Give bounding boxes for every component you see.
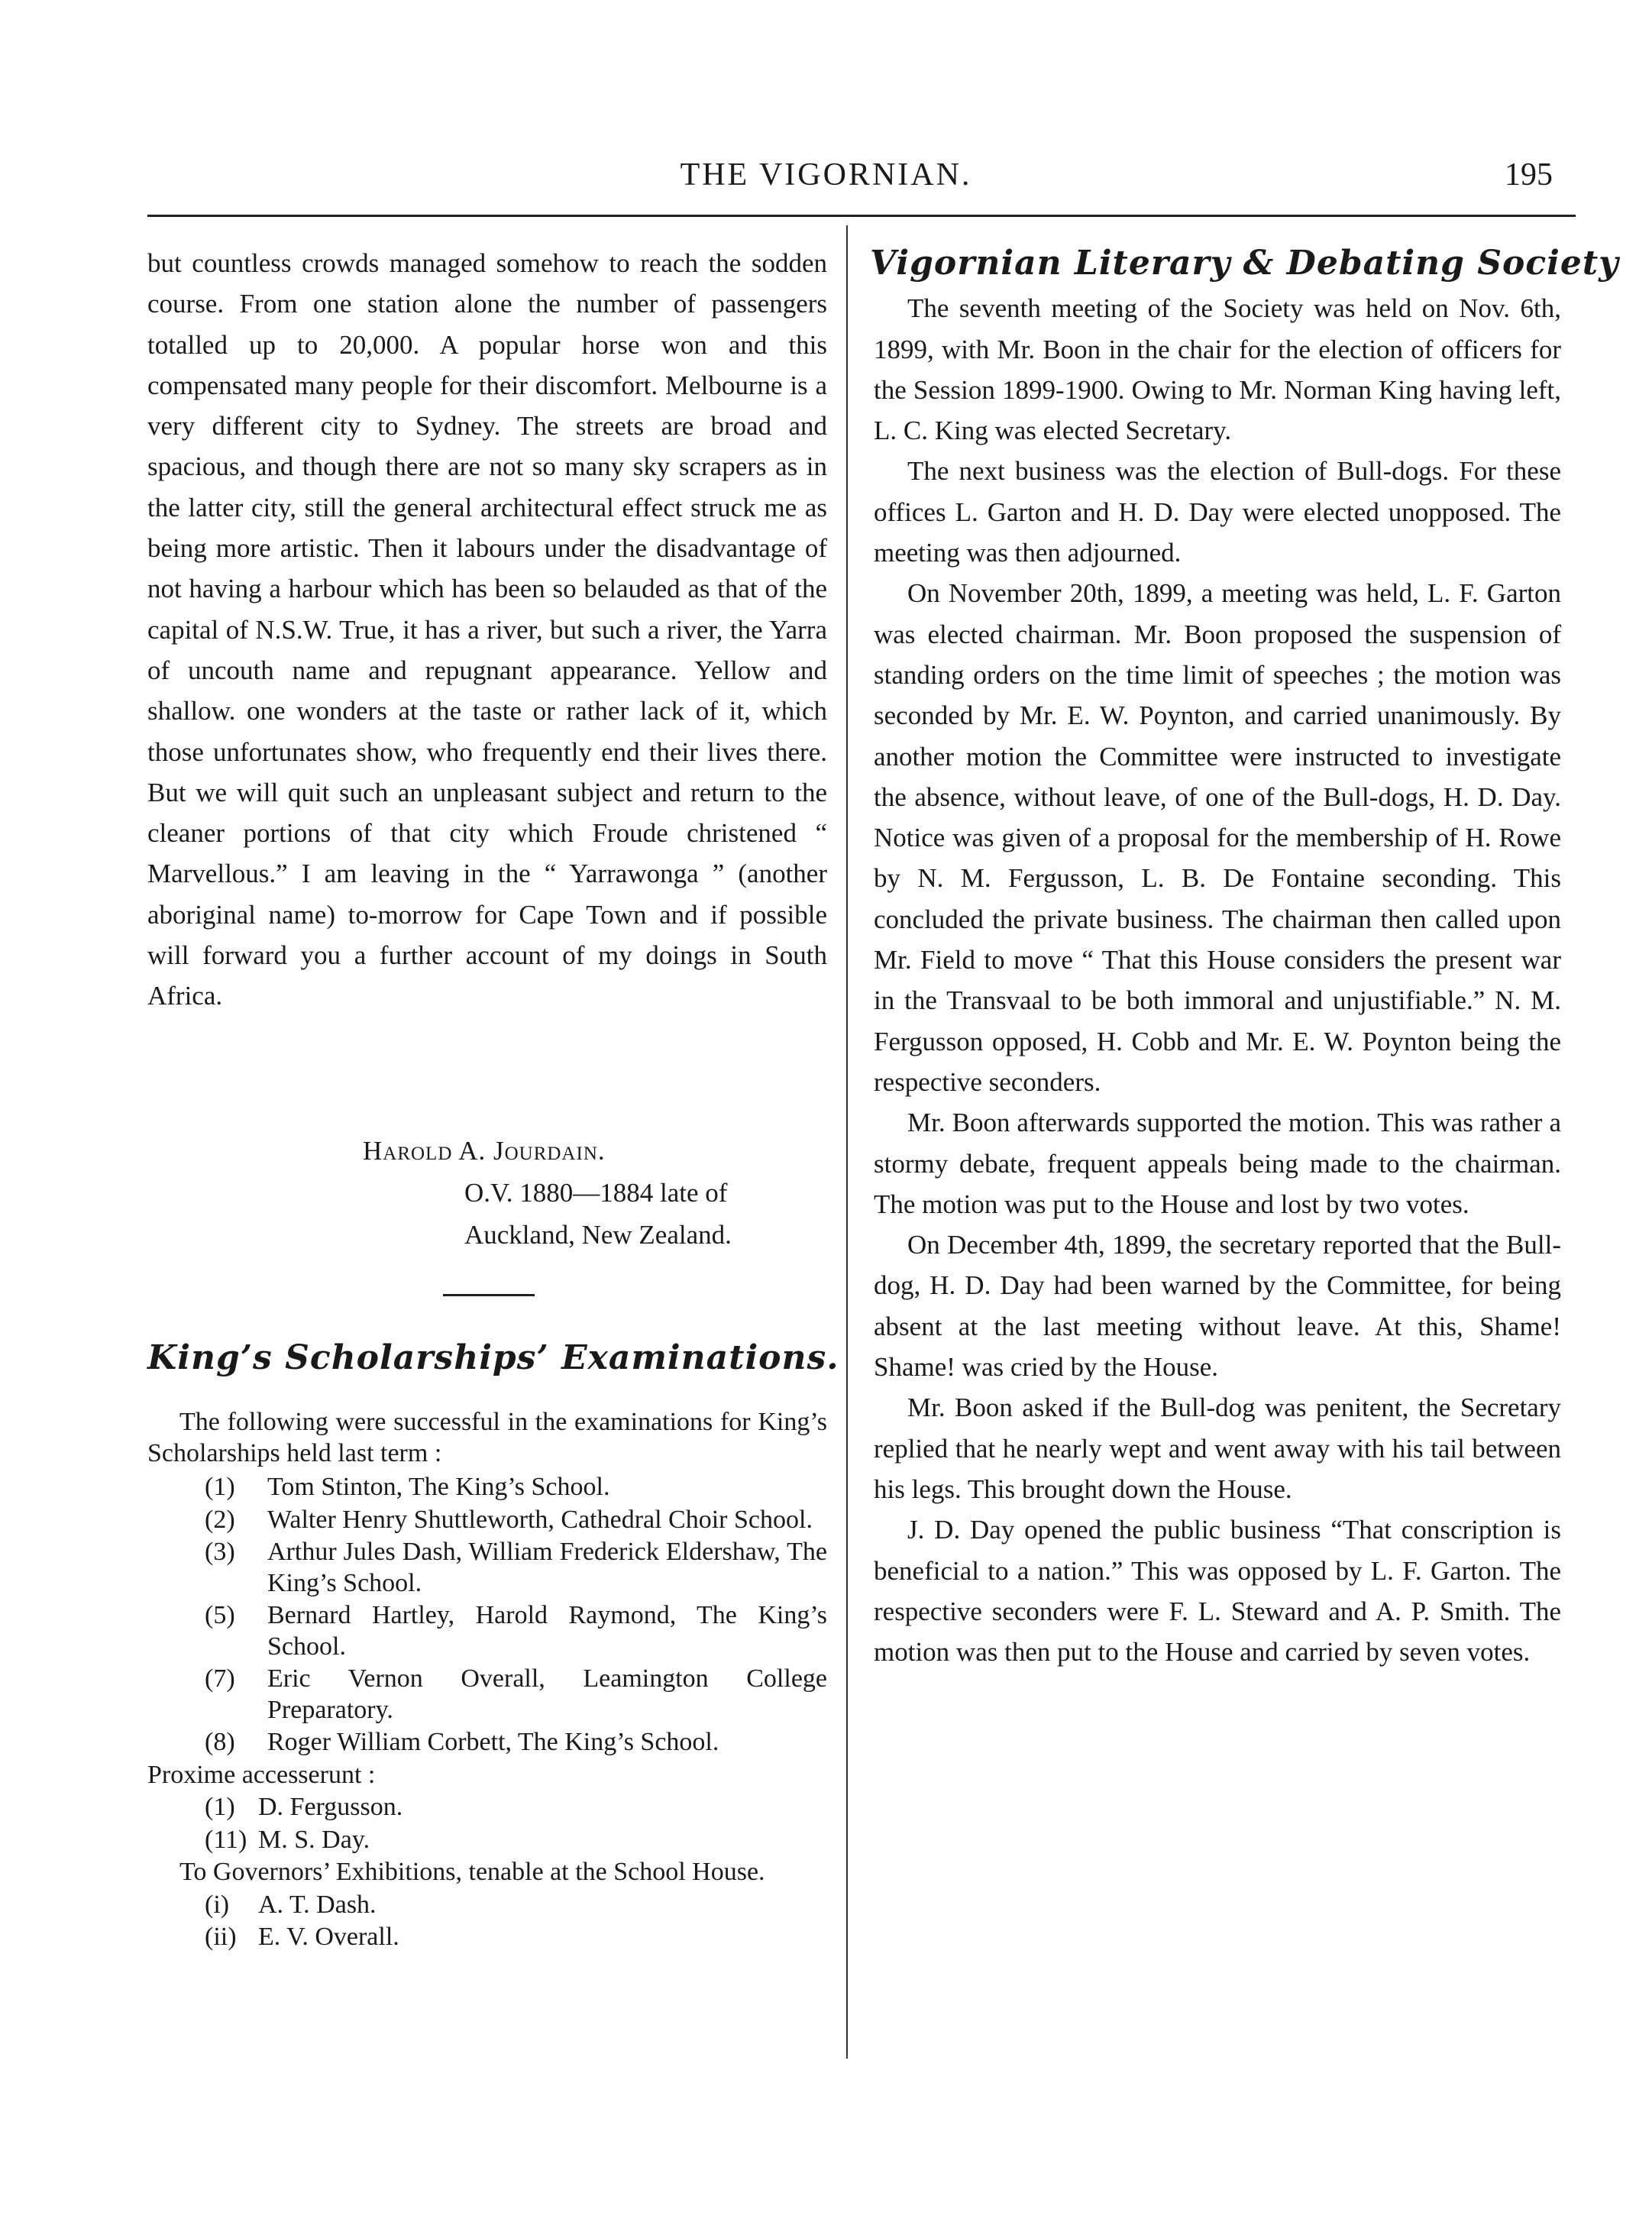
exam-intro: The following were successful in the examinations for King’s Scholarships held last term :	[147, 1408, 827, 1467]
list-number: (ii)	[205, 1923, 237, 1951]
list-text: Tom Stinton, The King’s School.	[267, 1473, 610, 1501]
column-divider	[846, 225, 848, 2059]
list-item	[205, 1727, 827, 1758]
list-text: E. V. Overall.	[258, 1923, 399, 1951]
list-number: (3)	[205, 1538, 235, 1566]
list-item	[205, 1890, 827, 1921]
society-paragraph: On November 20th, 1899, a meeting was held, L. F. Garton was elected chairman. Mr. Boon proposed the suspension of standing orders on the time limit of speeches ; the motion was seconded by Mr. E. W. Poynton, and carried unanimously. By another motion the Committee were instructed to investigate the absence, without leave, of one of the Bull-dogs, H. D. Day. Notice was given of a proposal for the membership of H. Rowe by N. M. Fergusson, L. B. De Fontaine seconding. This concluded the private business. The chairman then called upon Mr. Field to move “ That this House considers the present war in the Transvaal to be both immoral and unjustifiable.” N. M. Fergusson opposed, H. Cobb and Mr. E. W. Poynton being the respective seconders.	[874, 578, 1561, 1097]
page-number: 195	[1505, 157, 1553, 192]
society-paragraph: The seventh meeting of the Society was held on Nov. 6th, 1899, with Mr. Boon in the chair for the election of officers for the Session 1899-1900. Owing to Mr. Norman King having left, L. C. King was elected Secretary.	[874, 293, 1561, 446]
list-text: Arthur Jules Dash, William Frederick Eldershaw, The King’s School.	[267, 1538, 827, 1597]
society-heading: Vigornian Literary & Debating Society	[870, 244, 1619, 283]
list-item	[205, 1537, 827, 1599]
list-item	[205, 1600, 827, 1662]
list-number: (7)	[205, 1664, 235, 1693]
list-text: D. Fergusson.	[258, 1793, 403, 1821]
list-item	[205, 1472, 827, 1503]
list-text: Roger William Corbett, The King’s School.	[267, 1728, 719, 1756]
proxime-label: Proxime accesserunt :	[147, 1760, 376, 1789]
left-column	[147, 243, 827, 1017]
list-item	[205, 1922, 827, 1953]
list-text: Eric Vernon Overall, Leamington College Preparatory.	[267, 1664, 827, 1724]
header-rule	[147, 215, 1576, 217]
list-item	[205, 1825, 827, 1856]
signature-name: Harold A. Jourdain.	[363, 1136, 606, 1166]
list-text: Bernard Hartley, Harold Raymond, The King’s School.	[267, 1601, 827, 1661]
society-paragraph: Mr. Boon afterwards supported the motion. This was rather a stormy debate, frequent appeals being made to the chairman. The motion was put to the House and lost by two votes.	[874, 1108, 1561, 1219]
list-text: M. S. Day.	[258, 1825, 370, 1854]
page-header-title: THE VIGORNIAN.	[680, 157, 972, 192]
society-paragraph: Mr. Boon asked if the Bull-dog was penitent, the Secretary replied that he nearly wept and went away with his tail between his legs. This brought down the House.	[874, 1393, 1561, 1504]
list-item	[205, 1792, 827, 1823]
signature-line-2: O.V. 1880—1884 late of	[464, 1178, 728, 1208]
society-paragraph: On December 4th, 1899, the secretary reported that the Bull-dog, H. D. Day had been warned by the Committee, for being absent at the last meeting without leave. At this, Shame! Shame! was cried by the House.	[874, 1230, 1561, 1383]
signature-line-3: Auckland, New Zealand.	[464, 1220, 732, 1250]
governors-text: To Governors’ Exhibitions, tenable at the School House.	[179, 1858, 765, 1886]
list-text: Walter Henry Shuttleworth, Cathedral Choir School.	[267, 1505, 813, 1534]
list-number: (i)	[205, 1890, 230, 1919]
letter-paragraph: but countless crowds managed somehow to reach the sodden course. From one station alone the number of passengers totalled up to 20,000. A popular horse won and this compensated many people for their discomfort. Melbourne is a very different city to Sydney. The streets are broad and spacious, and though there are not so many sky scrapers as in the latter city, still the general architectural effect struck me as being more artistic. Then it labours under the disadvantage of not having a harbour which has been so belauded as that of the capital of N.S.W. True, it has a river, but such a river, the Yarra of uncouth name and repugnant appearance. Yellow and shallow. one wonders at the taste or rather lack of it, which those unfortunates show, who frequently end their lives there. But we will quit such an unpleasant subject and return to the cleaner portions of that city which Froude christened “ Marvellous.” I am leaving in the “ Yarrawonga ” (another aboriginal name) to-morrow for Cape Town and if possible will forward you a further account of my doings in South Africa.	[147, 248, 827, 1011]
list-item	[205, 1505, 827, 1536]
society-paragraph: J. D. Day opened the public business “That conscription is beneficial to a nation.” This was opposed by L. F. Garton. The respective seconders were F. L. Steward and A. P. Smith. The motion was then put to the House and carried by seven votes.	[874, 1515, 1561, 1668]
kings-scholarships-section	[147, 1407, 827, 1955]
list-number: (5)	[205, 1601, 235, 1629]
section-divider	[443, 1294, 535, 1296]
society-paragraph: The next business was the election of Bull-dogs. For these offices L. Garton and H. D. Day were elected unopposed. The meeting was then adjourned.	[874, 456, 1561, 568]
list-text: A. T. Dash.	[258, 1890, 377, 1919]
list-number: (1)	[205, 1473, 235, 1501]
list-number: (8)	[205, 1728, 235, 1756]
list-number: (1)	[205, 1793, 235, 1821]
right-column	[870, 243, 1619, 1672]
list-item	[205, 1664, 827, 1726]
list-number: (2)	[205, 1505, 235, 1534]
list-number: (11)	[205, 1825, 247, 1854]
kings-scholarships-heading: King’s Scholarships’ Examinations.	[147, 1338, 839, 1377]
